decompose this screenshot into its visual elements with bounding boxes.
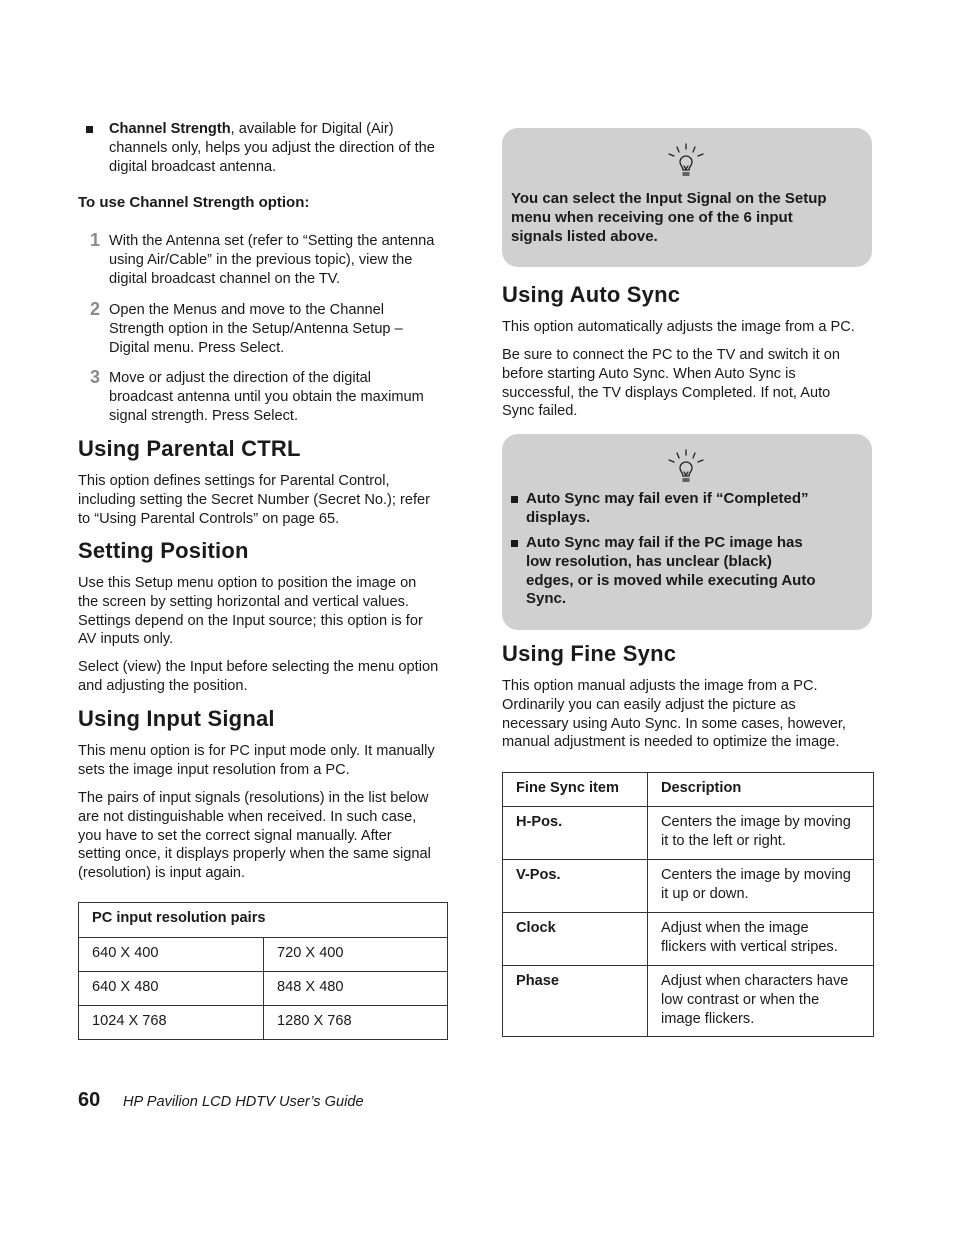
paragraph-line: successful, the TV displays Completed. If not, Auto bbox=[502, 384, 831, 401]
cell-text: Adjust when the image bbox=[661, 920, 809, 936]
fine-sync-paragraph bbox=[502, 677, 877, 752]
paragraph-line: sets the image input resolution from a PC. bbox=[78, 761, 350, 778]
tip-bullet bbox=[526, 534, 871, 609]
lightbulb-icon bbox=[666, 448, 706, 491]
table-row bbox=[503, 860, 874, 913]
step-text bbox=[109, 301, 454, 357]
table-header-label: PC input resolution pairs bbox=[92, 910, 266, 926]
step-text bbox=[109, 369, 454, 425]
step-text bbox=[109, 232, 454, 288]
paragraph-line: Be sure to connect the PC to the TV and switch it on bbox=[502, 347, 841, 363]
cell-text: image flickers. bbox=[661, 1010, 755, 1027]
cell-text: 1280 X 768 bbox=[277, 1013, 352, 1029]
guide-title: HP Pavilion LCD HDTV User’s Guide bbox=[123, 1094, 364, 1110]
table-cell bbox=[503, 860, 648, 913]
table-cell bbox=[264, 1006, 448, 1040]
cell-text: V-Pos. bbox=[516, 867, 561, 883]
table-cell bbox=[79, 1006, 264, 1040]
paragraph-line: manual adjustment is needed to optimize the image. bbox=[502, 734, 840, 751]
paragraph-line: you have to set the correct signal manually. After bbox=[78, 827, 392, 844]
lightbulb-icon bbox=[666, 142, 706, 185]
paragraph-line: AV inputs only. bbox=[78, 631, 174, 648]
step-line: using Air/Cable” in the previous topic), view the bbox=[109, 251, 413, 268]
table-cell bbox=[648, 807, 874, 860]
cell-text: 640 X 400 bbox=[92, 945, 159, 961]
input-signal-paragraph bbox=[78, 742, 453, 780]
tip-line: signals listed above. bbox=[511, 227, 658, 245]
cell-text: 720 X 400 bbox=[277, 945, 344, 961]
step-line: digital broadcast channel on the TV. bbox=[109, 270, 341, 287]
table-cell bbox=[503, 913, 648, 966]
channel-strength-line: digital broadcast antenna. bbox=[109, 158, 277, 175]
step-line: Strength option in the Setup/Antenna Setup – bbox=[109, 320, 403, 337]
table-cell bbox=[503, 966, 648, 1037]
table-header-label: Description bbox=[661, 780, 742, 796]
cell-text: low contrast or when the bbox=[661, 991, 820, 1008]
paragraph-line: Settings depend on the Input source; this option is for bbox=[78, 612, 423, 629]
page-number: 60 bbox=[78, 1089, 101, 1111]
paragraph-line: (resolution) is input again. bbox=[78, 865, 246, 882]
step-line: signal strength. Press Select. bbox=[109, 407, 298, 424]
table-header-label: Fine Sync item bbox=[516, 780, 619, 796]
tip-line: Sync. bbox=[526, 590, 567, 608]
resolution-table bbox=[78, 902, 448, 1040]
section-heading-parental: Using Parental CTRL bbox=[78, 436, 301, 461]
position-paragraph bbox=[78, 658, 453, 696]
fine-sync-table bbox=[502, 772, 874, 1037]
step-line: Open the Menus and move to the Channel bbox=[109, 302, 385, 318]
paragraph-line: The pairs of input signals (resolutions) in the list below bbox=[78, 790, 429, 806]
table-row bbox=[503, 807, 874, 860]
step-line: Move or adjust the direction of the digital bbox=[109, 370, 372, 386]
tip-line: Auto Sync may fail if the PC image has bbox=[526, 534, 803, 551]
tip-box bbox=[502, 434, 872, 630]
tip-text bbox=[511, 190, 871, 246]
section-heading-position: Setting Position bbox=[78, 538, 249, 563]
cell-text: 1024 X 768 bbox=[92, 1013, 167, 1029]
step-number: 3 bbox=[90, 367, 101, 387]
table-row bbox=[79, 938, 448, 972]
paragraph-line: Sync failed. bbox=[502, 403, 578, 420]
tip-line: You can select the Input Signal on the Setup bbox=[511, 190, 827, 207]
table-header bbox=[503, 773, 648, 807]
cell-text: it up or down. bbox=[661, 885, 749, 902]
step-number: 2 bbox=[90, 299, 101, 319]
table-cell bbox=[648, 913, 874, 966]
paragraph-line: and adjusting the position. bbox=[78, 677, 248, 694]
paragraph-line: are not distinguishable when received. In such case, bbox=[78, 808, 417, 825]
table-row bbox=[79, 972, 448, 1006]
tip-line: menu when receiving one of the 6 input bbox=[511, 208, 793, 226]
cell-text: 640 X 480 bbox=[92, 979, 159, 995]
cell-text: Centers the image by moving bbox=[661, 814, 851, 830]
steps-heading: To use Channel Strength option: bbox=[78, 194, 310, 211]
paragraph-line: Ordinarily you can easily adjust the picture as bbox=[502, 696, 796, 713]
tip-bullet bbox=[526, 490, 871, 528]
section-heading-fine-sync: Using Fine Sync bbox=[502, 641, 677, 666]
table-cell bbox=[648, 966, 874, 1037]
cell-text: H-Pos. bbox=[516, 814, 563, 830]
paragraph-line: Use this Setup menu option to position the image on bbox=[78, 575, 417, 591]
table-row bbox=[503, 913, 874, 966]
table-cell bbox=[264, 938, 448, 972]
channel-strength-line: channels only, helps you adjust the direction of the bbox=[109, 139, 435, 156]
channel-strength-term: Channel Strength bbox=[109, 121, 231, 137]
paragraph-line: This menu option is for PC input mode only. It manually bbox=[78, 743, 435, 759]
section-heading-input-signal: Using Input Signal bbox=[78, 706, 275, 731]
channel-strength-text: , available for Digital (Air) bbox=[230, 121, 394, 137]
parental-paragraph bbox=[78, 472, 453, 528]
table-cell bbox=[79, 938, 264, 972]
table-header bbox=[79, 903, 448, 938]
paragraph-line: necessary using Auto Sync. In some cases, however, bbox=[502, 715, 846, 732]
channel-strength-item bbox=[109, 120, 454, 176]
auto-sync-paragraph bbox=[502, 346, 877, 421]
step-line: With the Antenna set (refer to “Setting the antenna bbox=[109, 233, 435, 249]
tip-line: Auto Sync may fail even if “Completed” bbox=[526, 490, 809, 507]
bullet-square bbox=[511, 540, 518, 547]
table-cell bbox=[264, 972, 448, 1006]
tip-line: displays. bbox=[526, 508, 591, 526]
paragraph-line: the screen by setting horizontal and vertical values. bbox=[78, 593, 409, 610]
step-number: 1 bbox=[90, 230, 101, 250]
cell-text: 848 X 480 bbox=[277, 979, 344, 995]
paragraph-line: including setting the Secret Number (Secret No.); refer bbox=[78, 491, 431, 508]
paragraph-line: Select (view) the Input before selecting the menu option bbox=[78, 659, 439, 675]
cell-text: Adjust when characters have bbox=[661, 973, 849, 989]
table-header bbox=[648, 773, 874, 807]
paragraph-line: setting once, it displays properly when the same signal bbox=[78, 846, 431, 863]
auto-sync-intro: This option automatically adjusts the image from a PC. bbox=[502, 319, 855, 335]
tip-line: low resolution, has unclear (black) bbox=[526, 552, 772, 570]
section-heading-auto-sync: Using Auto Sync bbox=[502, 282, 681, 307]
table-cell bbox=[648, 860, 874, 913]
bullet-square bbox=[511, 496, 518, 503]
cell-text: Centers the image by moving bbox=[661, 867, 851, 883]
step-line: broadcast antenna until you obtain the maximum bbox=[109, 388, 424, 405]
cell-text: it to the left or right. bbox=[661, 832, 786, 849]
input-signal-paragraph bbox=[78, 789, 453, 883]
table-cell bbox=[79, 972, 264, 1006]
paragraph-line: before starting Auto Sync. When Auto Sync is bbox=[502, 365, 796, 382]
bullet-square bbox=[86, 126, 93, 133]
paragraph-line: to “Using Parental Controls” on page 65. bbox=[78, 510, 340, 527]
table-cell bbox=[503, 807, 648, 860]
step-line: Digital menu. Press Select. bbox=[109, 339, 285, 356]
cell-text: Phase bbox=[516, 973, 559, 989]
position-paragraph bbox=[78, 574, 453, 649]
paragraph-line: This option manual adjusts the image from a PC. bbox=[502, 678, 818, 694]
table-header-row bbox=[503, 773, 874, 807]
cell-text: Clock bbox=[516, 920, 556, 936]
table-row bbox=[503, 966, 874, 1037]
table-row bbox=[79, 1006, 448, 1040]
cell-text: flickers with vertical stripes. bbox=[661, 938, 838, 955]
tip-line: edges, or is moved while executing Auto bbox=[526, 571, 816, 589]
paragraph-line: This option defines settings for Parental Control, bbox=[78, 473, 390, 489]
tip-box bbox=[502, 128, 872, 267]
